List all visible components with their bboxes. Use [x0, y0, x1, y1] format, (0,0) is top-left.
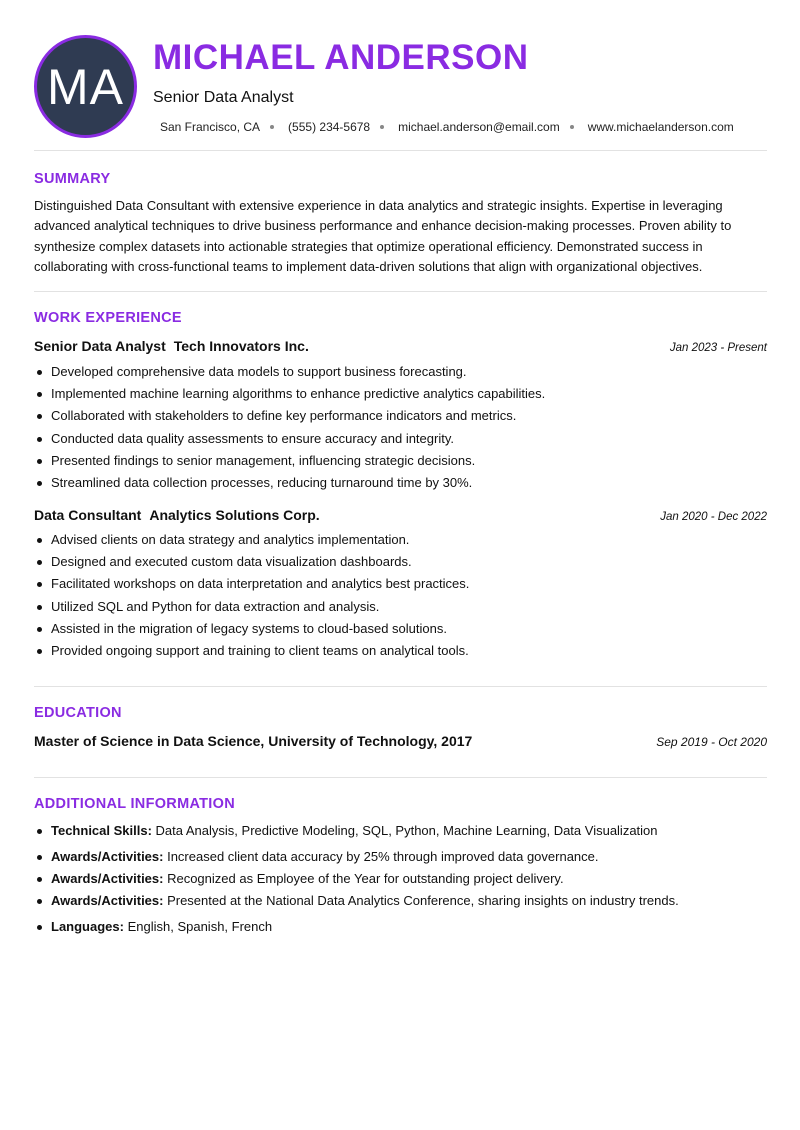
section-divider — [34, 150, 767, 151]
additional-label: Languages: — [51, 919, 124, 934]
experience-heading: WORK EXPERIENCE — [34, 310, 182, 326]
contact-email[interactable]: michael.anderson@email.com — [398, 120, 560, 134]
contact-phone[interactable]: (555) 234-5678 — [288, 120, 371, 134]
additional-item — [51, 820, 761, 842]
job-title — [34, 507, 320, 523]
contact-location: San Francisco, CA — [160, 120, 261, 134]
additional-label: Awards/Activities: — [51, 893, 164, 908]
job-bullet: Collaborated with stakeholders to define key performance indicators and metrics. — [51, 405, 761, 427]
job-bullet: Designed and executed custom data visualization dashboards. — [51, 551, 761, 573]
education-degree: Master of Science in Data Science, University of Technology, 2017 — [34, 733, 473, 749]
job-bullet: Developed comprehensive data models to support business forecasting. — [51, 361, 761, 383]
additional-text: English, Spanish, French — [123, 919, 273, 934]
job-bullets — [51, 361, 761, 494]
job-position: Data Consultant — [34, 507, 142, 523]
additional-label: Technical Skills: — [51, 823, 152, 838]
separator-dot — [570, 125, 574, 129]
job-dates: Jan 2020 - Dec 2022 — [660, 511, 767, 523]
summary-heading: SUMMARY — [34, 171, 111, 187]
job-position: Senior Data Analyst — [34, 338, 166, 354]
additional-item — [51, 916, 761, 938]
candidate-role: Senior Data Analyst — [153, 89, 294, 106]
candidate-name: MICHAEL ANDERSON — [153, 38, 529, 77]
job-header — [34, 507, 767, 523]
job-bullets — [51, 529, 761, 662]
job-bullet: Facilitated workshops on data interpretation and analytics best practices. — [51, 573, 761, 595]
job-bullet: Presented findings to senior management, influencing strategic decisions. — [51, 450, 761, 472]
additional-list — [51, 820, 761, 938]
additional-item — [51, 890, 761, 912]
avatar — [34, 35, 137, 138]
contact-line — [160, 120, 734, 134]
additional-item — [51, 868, 761, 890]
additional-text: Increased client data accuracy by 25% through improved data governance. — [163, 849, 599, 864]
job-bullet: Provided ongoing support and training to client teams on analytical tools. — [51, 640, 761, 662]
additional-label: Awards/Activities: — [51, 849, 164, 864]
education-dates: Sep 2019 - Oct 2020 — [656, 735, 767, 749]
education-heading: EDUCATION — [34, 705, 122, 721]
additional-item — [51, 846, 761, 868]
job-bullet: Streamlined data collection processes, reducing turnaround time by 30%. — [51, 472, 761, 494]
job-bullet: Implemented machine learning algorithms to enhance predictive analytics capabilities. — [51, 383, 761, 405]
additional-text: Recognized as Employee of the Year for outstanding project delivery. — [163, 871, 564, 886]
separator-dot — [270, 125, 274, 129]
additional-text: Data Analysis, Predictive Modeling, SQL, Python, Machine Learning, Data Visualization — [151, 823, 658, 838]
job-company: Analytics Solutions Corp. — [149, 507, 320, 523]
additional-heading: ADDITIONAL INFORMATION — [34, 796, 235, 812]
job-bullet: Utilized SQL and Python for data extraction and analysis. — [51, 596, 761, 618]
job-bullet: Assisted in the migration of legacy systems to cloud-based solutions. — [51, 618, 761, 640]
job-title — [34, 338, 309, 354]
summary-text: Distinguished Data Consultant with extensive experience in data analytics and strategic insights. Expertise in leveraging advanced analytical techniques to drive business performance and enhance decision-making processes. Proven ability to synthesize complex datasets into actionable strategies that optimize operational efficiency. Demonstrated success in collaborating with cross-functional teams to implement data-driven solutions that align with organizational objectives. — [34, 198, 732, 274]
additional-label: Awards/Activities: — [51, 871, 164, 886]
avatar-initials: MA — [47, 58, 124, 115]
education-entry — [34, 733, 767, 749]
additional-text: Presented at the National Data Analytics Conference, sharing insights on industry trends. — [163, 893, 679, 908]
section-divider — [34, 777, 767, 778]
job-dates: Jan 2023 - Present — [669, 342, 767, 354]
separator-dot — [380, 125, 384, 129]
job-header — [34, 338, 767, 354]
job-bullet: Conducted data quality assessments to ensure accuracy and integrity. — [51, 428, 761, 450]
contact-website[interactable]: www.michaelanderson.com — [587, 120, 734, 134]
job-company: Tech Innovators Inc. — [173, 338, 309, 354]
section-divider — [34, 686, 767, 687]
section-divider — [34, 291, 767, 292]
job-bullet: Advised clients on data strategy and analytics implementation. — [51, 529, 761, 551]
